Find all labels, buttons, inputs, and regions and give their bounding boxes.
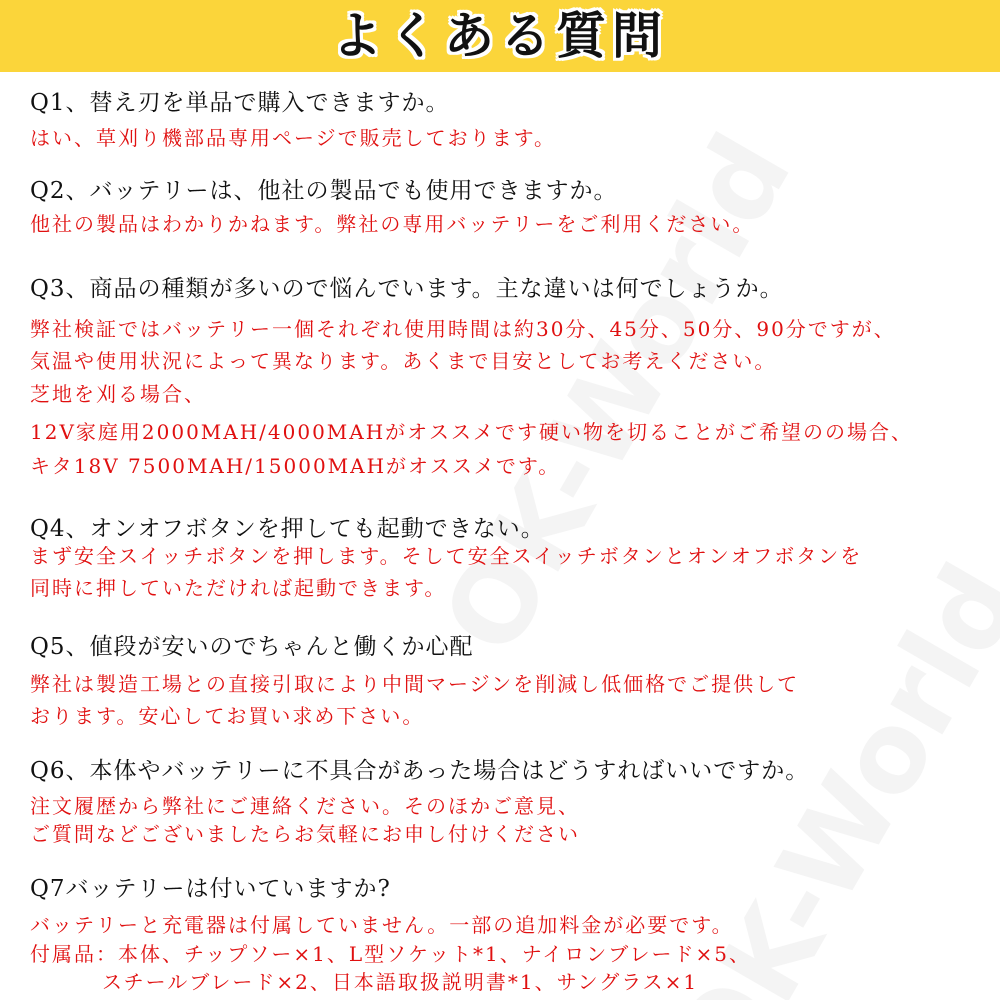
faq-question-2: Q2、バッテリーは、他社の製品でも使用できますか。 <box>30 178 618 204</box>
faq-question-4: Q4、オンオフボタンを押しても起動できない。 <box>30 516 545 542</box>
faq-question-3: Q3、商品の種類が多いので悩んでいます。主な違いは何でしょうか。 <box>30 276 784 302</box>
faq-answer-2-line-1: 他社の製品はわかりかねます。弊社の専用バッテリーをご利用ください。 <box>30 212 755 236</box>
faq-answer-3-line-5: キタ18V 7500MAH/15000MAHがオススメです。 <box>30 454 561 478</box>
page-title: よくある質問 <box>332 7 668 65</box>
faq-question-1: Q1、替え刃を単品で購入できますか。 <box>30 90 450 116</box>
faq-question-6: Q6、本体やバッテリーに不具合があった場合はどうすればいいですか。 <box>30 758 810 784</box>
faq-question-5: Q5、値段が安いのでちゃんと働くか心配 <box>30 634 474 660</box>
faq-answer-1-line-1: はい、草刈り機部品専用ページで販売しております。 <box>30 126 556 150</box>
faq-answer-3-line-1: 弊社検証ではバッテリー一個それぞれ使用時間は約30分、45分、50分、90分ですが、 <box>30 317 896 341</box>
faq-answer-5-line-2: おります。安心してお買い求め下さい。 <box>30 704 425 728</box>
faq-answer-6-line-2: ご質問などございましたらお気軽にお申し付けください <box>30 822 580 846</box>
faq-answer-3-line-4: 12V家庭用2000MAH/4000MAHがオススメです硬い物を切ることがご希望のの場合、 <box>30 420 913 444</box>
faq-question-7: Q7バッテリーは付いていますか? <box>30 876 391 902</box>
faq-answer-4-line-2: 同時に押していただければ起動できます。 <box>30 576 447 600</box>
faq-answer-7-line-3: スチールブレード×2、日本語取扱説明書*1、サングラス×1 <box>102 970 699 994</box>
faq-answer-3-line-3: 芝地を刈る場合、 <box>30 382 206 406</box>
faq-answer-6-line-1: 注文履歴から弊社にご連絡ください。そのほかご意見、 <box>30 794 580 818</box>
faq-answer-7-line-1: バッテリーと充電器は付属していません。一部の追加料金が必要です。 <box>30 913 734 937</box>
faq-answer-5-line-1: 弊社は製造工場との直接引取により中間マージンを削減し低価格でご提供して <box>30 672 800 696</box>
faq-answer-3-line-2: 気温や使用状況によって異なります。あくまで目安としてお考えください。 <box>30 349 777 373</box>
faq-answer-4-line-1: まず安全スイッチボタンを押します。そして安全スイッチボタンとオンオフボタンを <box>30 544 863 568</box>
faq-answer-7-line-2: 付属品：本体、チップソー×1、L型ソケット*1、ナイロンブレード×5、 <box>30 942 751 966</box>
